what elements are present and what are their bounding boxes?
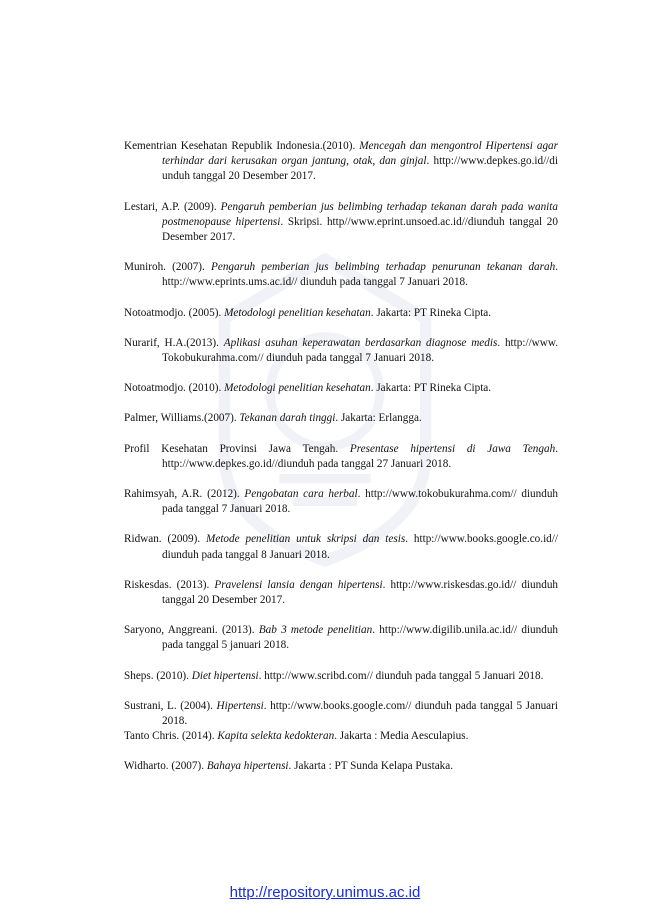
reference-entry — [124, 759, 558, 774]
reference-title: Pengaruh pemberian jus belimbing terhadap penurunan tekanan darah — [211, 261, 556, 274]
reference-author: Riskesdas. (2013). — [124, 578, 215, 591]
reference-title: Tekanan darah tinggi — [239, 412, 336, 425]
reference-author: Muniroh. (2007). — [124, 261, 212, 274]
reference-entry — [124, 200, 558, 246]
reference-title: Metodologi penelitian kesehatan — [224, 306, 371, 319]
reference-source: . http://www.books.google.co.id// diunduh pada tanggal 8 Januari 2018. — [162, 533, 558, 561]
reference-source: . http://www.depkes.go.id//di unduh tanggal 20 Desember 2017. — [162, 155, 558, 183]
reference-entry — [124, 532, 558, 562]
reference-author: Ridwan. (2009). — [124, 533, 207, 546]
reference-source: . http://www.books.google.com// diunduh pada tanggal 5 Januari 2018. — [162, 699, 558, 728]
reference-list — [124, 139, 558, 775]
reference-author: Palmer, Williams.(2007). — [124, 412, 240, 425]
reference-title: Pengobatan cara herbal — [244, 488, 358, 501]
reference-source: . Jakarta : PT Sunda Kelapa Pustaka. — [288, 760, 454, 773]
reference-entry — [124, 260, 558, 290]
reference-source: . http://www.digilib.unila.ac.id// diunduh pada tanggal 5 januari 2018. — [162, 624, 559, 652]
reference-title: Kapita selekta kedokteran — [217, 730, 335, 743]
reference-source: . Jakarta : Media Aesculapius. — [334, 730, 469, 743]
reference-entry — [124, 442, 558, 472]
reference-source: . Jakarta: Erlangga. — [335, 412, 422, 425]
reference-author: Sheps. (2010). — [124, 669, 192, 682]
reference-entry — [124, 623, 558, 653]
reference-title: Bahaya hipertensi — [206, 760, 289, 773]
reference-title: Presentase hipertensi di Jawa Tengah — [349, 442, 556, 455]
reference-title: Pravelensi lansia dengan hipertensi — [214, 578, 383, 591]
reference-entry — [124, 487, 558, 517]
reference-entry — [124, 699, 558, 729]
reference-title: Bab 3 metode penelitian — [258, 624, 373, 637]
reference-author: Sustrani, L. (2004). — [124, 699, 217, 712]
reference-title: Aplikasi asuhan keperawatan berdasarkan diagnose medis — [223, 336, 498, 349]
repository-link[interactable]: http://repository.unimus.ac.id — [229, 884, 421, 901]
reference-source: . http://www.tokobukurahma.com// diunduh pada tanggal 7 Januari 2018. — [162, 488, 559, 516]
reference-author: Widharto. (2007). — [124, 760, 207, 773]
reference-source: . http://www.riskesdas.go.id// diunduh tanggal 20 Desember 2017. — [162, 578, 559, 607]
reference-source: . Jakarta: PT Rineka Cipta. — [370, 306, 492, 319]
reference-title: Metodologi penelitian kesehatan — [224, 382, 371, 395]
reference-entry — [124, 729, 558, 744]
reference-title: Mencegah dan mengontrol Hipertensi agar terhindar dari kerusakan organ jantung, otak, dan ginjal — [162, 140, 558, 168]
reference-author: Lestari, A.P. (2009). — [124, 200, 221, 213]
reference-title: Diet hipertensi — [191, 669, 259, 682]
reference-entry — [124, 411, 558, 426]
reference-author: Tanto Chris. (2014). — [124, 730, 218, 743]
reference-entry — [124, 381, 558, 396]
reference-title: Pengaruh pemberian jus belimbing terhadap tekanan darah pada wanita postmenopause hipertensi — [162, 200, 558, 228]
reference-title: Metode penelitian untuk skripsi dan tesis — [206, 533, 406, 546]
reference-author: Profil Kesehatan Provinsi Jawa Tengah. — [124, 442, 350, 455]
reference-entry — [124, 139, 558, 185]
reference-source: . Jakarta: PT Rineka Cipta. — [370, 382, 492, 395]
reference-source: . http://www.scribd.com// diunduh pada tanggal 5 Januari 2018. — [258, 669, 544, 682]
reference-entry — [124, 578, 558, 608]
reference-source: . Skripsi. http//www.eprint.unsoed.ac.id//diunduh tanggal 20 Desember 2017. — [162, 215, 558, 244]
reference-entry — [124, 336, 558, 366]
reference-author: Nurarif, H.A.(2013). — [124, 336, 224, 349]
reference-entry — [124, 306, 558, 321]
reference-author: Notoatmodjo. (2005). — [124, 306, 225, 319]
reference-source: . http://www.depkes.go.id//diunduh pada tanggal 27 Januari 2018. — [162, 442, 558, 470]
reference-title: Hipertensi — [216, 699, 264, 712]
reference-entry — [124, 669, 558, 684]
reference-author: Rahimsyah, A.R. (2012). — [124, 488, 245, 501]
reference-source: . http://www. Tokobukurahma.com// diunduh pada tanggal 7 Januari 2018. — [162, 336, 558, 365]
reference-author: Notoatmodjo. (2010). — [124, 382, 225, 395]
reference-source: . http://www.eprints.ums.ac.id// diunduh pada tanggal 7 Januari 2018. — [162, 261, 558, 289]
reference-author: Saryono, Anggreani. (2013). — [124, 624, 259, 637]
reference-author: Kementrian Kesehatan Republik Indonesia.(2010). — [124, 140, 360, 152]
